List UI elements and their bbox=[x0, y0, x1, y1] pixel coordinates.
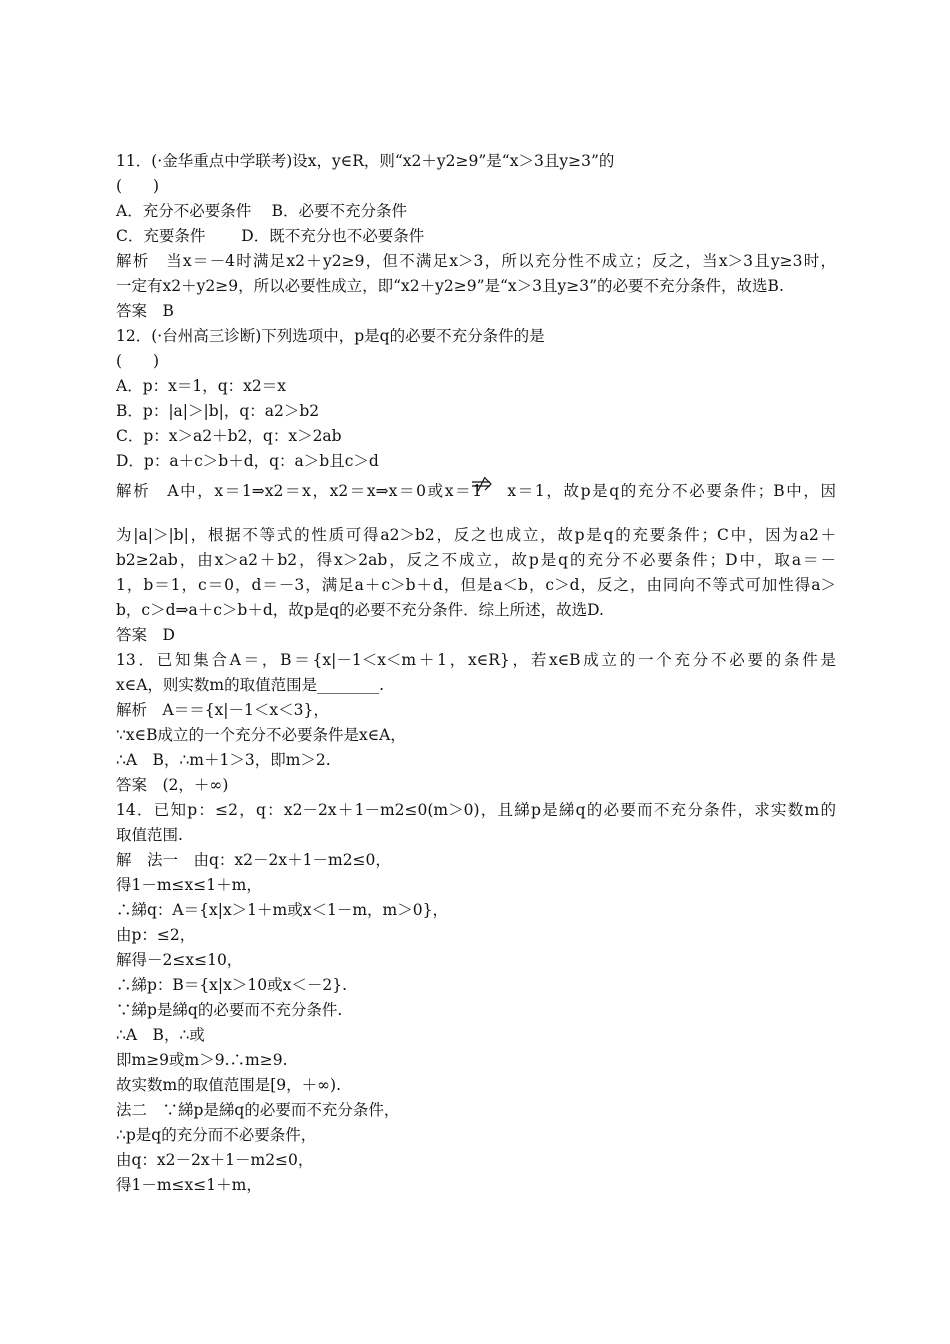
answer-line: 答案 D bbox=[116, 626, 175, 644]
solution-text: ∴p是q的充分而不必要条件， bbox=[116, 1126, 317, 1144]
option-line: C．充要条件 D．既不充分也不必要条件 bbox=[116, 227, 425, 245]
question-11-stem: 11．(·金华重点中学联考)设x，y∈R，则“x2＋y2≥9”是“x＞3且y≥3”的 bbox=[116, 152, 615, 170]
question-13-stem: x∈A，则实数m的取值范围是________. bbox=[116, 676, 385, 694]
analysis-text: b，c＞d⇒a＋c＞b＋d，故p是q的必要不充分条件．综上所述，故选D. bbox=[116, 601, 604, 619]
solution-text: ∴綈q：A＝{x|x＞1＋m或x＜1－m，m＞0}， bbox=[116, 901, 448, 919]
answer-line: 答案 B bbox=[116, 302, 174, 320]
solution-text: 由q：x2－2x＋1－m2≤0， bbox=[116, 1151, 314, 1169]
solution-text: 故实数m的取值范围是[9，＋∞). bbox=[116, 1076, 341, 1094]
not-implies-arrow-icon bbox=[470, 474, 494, 494]
analysis-text: 为|a|＞|b|，根据不等式的性质可得a2＞b2，反之也成立，故p是q的充要条件；C中，因为a2＋ bbox=[116, 526, 836, 544]
analysis-text: 1，b＝1，c＝0，d＝－3，满足a＋c＞b＋d，但是a＜b，c＞d，反之，由同向不等式可加性得a＞ bbox=[116, 576, 836, 594]
solution-text: 解得－2≤x≤10， bbox=[116, 951, 243, 969]
analysis-text: b2≥2ab，由x＞a2＋b2，得x＞2ab，反之不成立，故p是q的充分不必要条件；D中，取a＝－ bbox=[116, 551, 836, 569]
analysis-text: 解析 A中，x＝1⇒x2＝x，x2＝x⇒x＝0或x＝1 x＝1，故p是q的充分不必要条件；B中，因 bbox=[116, 482, 836, 500]
option-line: B．p：|a|＞|b|，q：a2＞b2 bbox=[116, 402, 320, 420]
option-line: D．p：a＋c＞b＋d，q：a＞b且c＞d bbox=[116, 452, 379, 470]
option-line: C．p：x＞a2＋b2，q：x＞2ab bbox=[116, 427, 342, 445]
option-line: A．p：x＝1，q：x2＝x bbox=[116, 377, 286, 395]
question-14-stem: 取值范围. bbox=[116, 826, 183, 844]
answer-blank: ( ) bbox=[116, 177, 160, 195]
analysis-text: ∴A B，∴m＋1＞3，即m＞2. bbox=[116, 751, 331, 769]
answer-blank: ( ) bbox=[116, 352, 160, 370]
solution-text: 由p：≤2， bbox=[116, 926, 196, 944]
solution-text: 得1－m≤x≤1＋m， bbox=[116, 1176, 262, 1194]
solution-text: 得1－m≤x≤1＋m， bbox=[116, 876, 262, 894]
analysis-text: 解析 A＝＝{x|－1＜x＜3}， bbox=[116, 701, 329, 719]
analysis-text: 解析 当x＝－4时满足x2＋y2≥9，但不满足x＞3，所以充分性不成立；反之，当x＞3且y≥3时， bbox=[116, 252, 836, 270]
solution-text: ∴A B，∴或 bbox=[116, 1026, 205, 1044]
question-14-stem: 14．已知p：≤2，q：x2－2x＋1－m2≤0(m＞0)，且綈p是綈q的必要而不充分条件，求实数m的 bbox=[116, 801, 836, 819]
analysis-text: ∵x∈B成立的一个充分不必要条件是x∈A， bbox=[116, 726, 406, 744]
solution-text: ∵綈p是綈q的必要而不充分条件. bbox=[116, 1001, 343, 1019]
question-13-stem: 13．已知集合A＝，B＝{x|－1＜x＜m＋1，x∈R}，若x∈B成立的一个充分不必要的条件是 bbox=[116, 651, 836, 669]
solution-text: 法二 ∵綈p是綈q的必要而不充分条件， bbox=[116, 1101, 400, 1119]
analysis-text: 一定有x2＋y2≥9，所以必要性成立，即“x2＋y2≥9”是“x＞3且y≥3”的必要不充分条件，故选B. bbox=[116, 277, 784, 295]
question-12-stem: 12．(·台州高三诊断)下列选项中，p是q的必要不充分条件的是 bbox=[116, 327, 545, 345]
solution-text: 即m≥9或m＞9.∴m≥9. bbox=[116, 1051, 288, 1069]
solution-text: 解 法一 由q：x2－2x＋1－m2≤0， bbox=[116, 851, 391, 869]
option-line: A．充分不必要条件 B．必要不充分条件 bbox=[116, 202, 408, 220]
solution-text: ∴綈p：B＝{x|x＞10或x＜－2}. bbox=[116, 976, 347, 994]
answer-line: 答案 (2，＋∞) bbox=[116, 776, 229, 794]
